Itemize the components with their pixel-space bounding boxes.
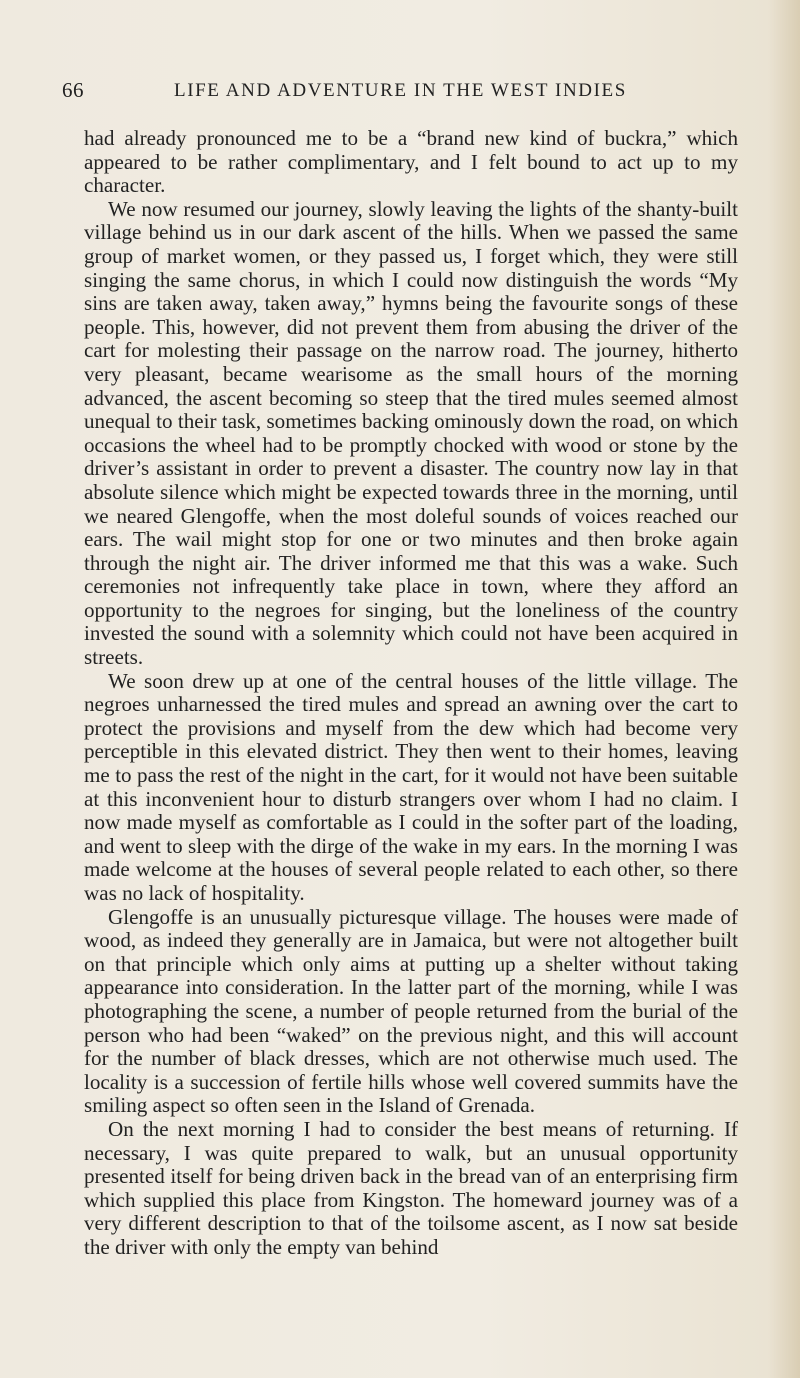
paragraph-journey: We now resumed our journey, slowly leaving the lights of the shanty-built village behind us in our dark ascent of the hills. When we passed the same group of market women, or they passed us, I forget which, they were still singing the same chorus, in which I could now distinguish the words “My sins are taken away, taken away,” hymns being the favourite songs of these people. This, however, did not prevent them from abusing the driver of the cart for molesting their passage on the narrow road. The journey, hitherto very pleasant, became wearisome as the small hours of the morning advanced, the ascent becoming so steep that the tired mules seemed almost unequal to their task, sometimes backing ominously down the road, on which occasions the wheel had to be promptly chocked with wood or stone by the driver’s assistant in order to prevent a disaster. The country now lay in that absolute silence which might be expected towards three in the morning, until we neared Glengoffe, when the most doleful sounds of voices reached our ears. The wail might stop for one or two minutes and then broke again through the night air. The driver informed me that this was a wake. Such ceremonies not infrequently take place in town, where they afford an opportunity to the negroes for singing, but the loneliness of the country invested the sound with a solemnity which could not have been acquired in streets. (84, 196, 738, 670)
running-head: LIFE AND ADVENTURE IN THE WEST INDIES (174, 80, 627, 101)
paragraph-arrival: We soon drew up at one of the central houses of the little village. The negroes unharnessed the tired mules and spread an awning over the cart to protect the provisions and myself from the dew which had become very perceptible in this elevated district. They then went to their homes, leaving me to pass the rest of the night in the cart, for it would not have been suitable at this inconvenient hour to disturb strangers over whom I had no claim. I now made myself as comfortable as I could in the softer part of the loading, and went to sleep with the dirge of the wake in my ears. In the morning I was made welcome at the houses of several people related to each other, so there was no lack of hospitality. (84, 668, 738, 905)
body-text (84, 127, 738, 1260)
paragraph-glengoffe: Glengoffe is an unusually picturesque village. The houses were made of wood, as indeed they generally are in Jamaica, but were not altogether built on that principle which only aims at putting up a shelter without taking appearance into consideration. In the latter part of the morning, while I was photographing the scene, a number of people returned from the burial of the person who had been “waked” on the previous night, and this will account for the number of black dresses, which are not otherwise much used. The locality is a succession of fertile hills whose well covered summits have the smiling aspect so often seen in the Island of Grenada. (84, 904, 738, 1118)
page-number: 66 (62, 78, 84, 102)
paragraph-return: On the next morning I had to consider the best means of returning. If necessary, I was quite prepared to walk, but an unusual opportunity presented itself for being driven back in the bread van of an enterprising firm which supplied this place from Kingston. The homeward journey was of a very different description to that of the toilsome ascent, as I now sat beside the driver with only the empty van behind (84, 1116, 738, 1259)
page-header (62, 78, 752, 112)
paragraph-continued: had already pronounced me to be a “brand new kind of buckra,” which appeared to be rather complimentary, and I felt bound to act up to my character. (84, 126, 738, 198)
